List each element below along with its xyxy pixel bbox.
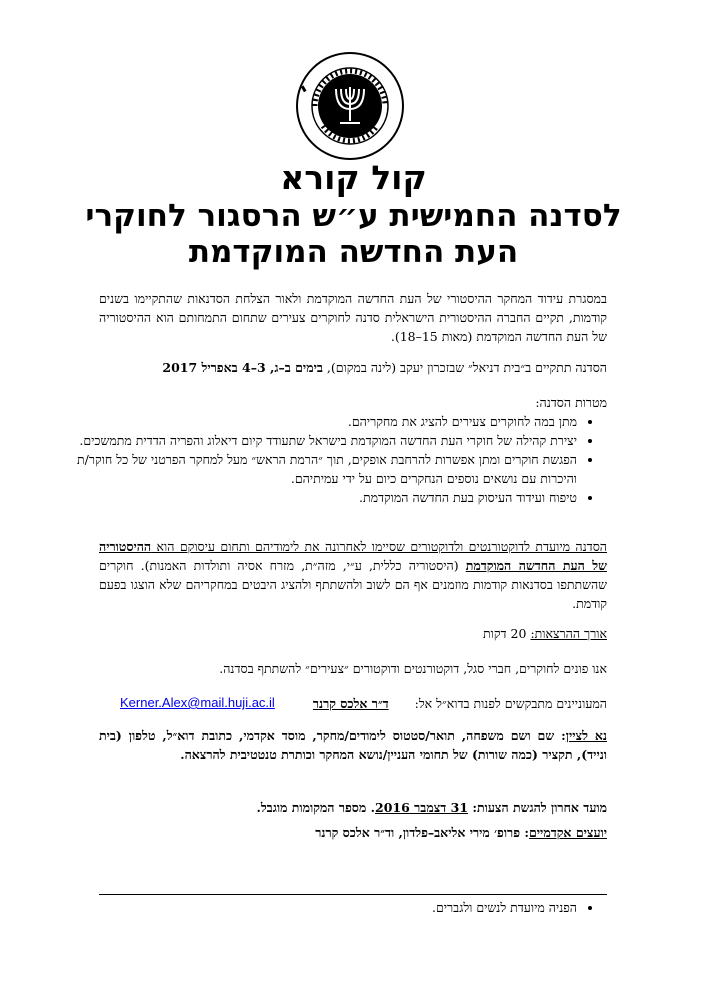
contact-email-link[interactable]: Kerner.Alex@mail.huji.ac.il — [120, 695, 275, 710]
advisors-label: יועצים אקדמיים — [528, 825, 607, 840]
instructions-label: נא לציין — [565, 728, 607, 743]
lecture-length — [483, 624, 607, 643]
deadline-line — [256, 798, 607, 817]
lecture-length-value: 20 דקות — [483, 626, 531, 641]
venue-line — [162, 358, 607, 377]
audience-part-3: (היסטוריה כללית, ע״י, מזה״ת, מזרח אסיה ותולדות האמנות). חוקרים שהשתתפו בסדנאות קודמות מוזמנים אף הם לשוב ולהשתתף ולהציג היבטים במחקריהם שלא הוצגו בפעם קודמת. — [99, 558, 608, 611]
footnote-divider — [99, 894, 607, 895]
audience-part-1: הסדנה מיועדת לדוקטורנטים ולדוקטורים שסיימו לאחרונה את לימודיהם ותחום עיסוקם הוא — [151, 539, 607, 554]
lecture-length-label: אורך ההרצאות: — [530, 626, 607, 641]
footnote-item: • הפניה מיועדת לנשים ולגברים. — [69, 898, 577, 917]
instructions-text: : שם ושם משפחה, תואר/סטטוס לימודים/מחקר, מוסד אקדמי, כתובת דוא״ל, טלפון (בית ונייד), תקציר (כמה שורות) של תחומי העניין/נושא המחקר וכותרת טנטטיבית להרצאה. — [99, 728, 607, 762]
footnote-list — [69, 898, 607, 917]
goal-item: • טיפוח ועידוד העיסוק בעת החדשה המוקדמת. — [69, 488, 577, 507]
deadline-text-2: . מספר המקומות מוגבל. — [256, 800, 376, 815]
deadline-text-1: מועד אחרון להגשת הצעות: — [468, 800, 607, 815]
audience-paragraph — [99, 537, 607, 613]
contact-text: המעוניינים מתבקשים לפנות בדוא״ל אל: — [414, 696, 607, 711]
advisors-text: : פרופ׳ מירי אליאב–פלדון, וד״ר אלכס קרנר — [315, 825, 529, 840]
goal-item: • מתן במה לחוקרים צעירים להציג את מחקריהם. — [69, 412, 577, 431]
venue-text: הסדנה תתקיים ב״בית דניאל״ שבזכרון יעקב (לינה במקום), — [322, 360, 607, 375]
appeal-line: אנו פונים לחוקרים, חברי סגל, דוקטורנטים ודוקטורים ״צעירים״ להשתתף בסדנה. — [219, 661, 607, 676]
society-seal-logo — [295, 51, 405, 161]
instructions-paragraph — [99, 726, 607, 764]
intro-paragraph: במסגרת עידוד המחקר ההיסטורי של העת החדשה המוקדמת ולאור הצלחת הסדנאות שהתקיימו בשנים קודמות, תקיים החברה ההיסטורית הישראלית סדנה לחוקרים צעירים שתחום התמחותם הוא ההיסטוריה של העת החדשה המוקדמת (מאות 15–18). — [99, 291, 607, 344]
contact-line — [313, 694, 607, 713]
goals-list — [69, 412, 607, 507]
goals-heading: מטרות הסדנה: — [535, 395, 607, 410]
deadline-date: 31 דצמבר 2016 — [375, 800, 469, 815]
advisors-line — [315, 823, 607, 842]
goal-item: • הפגשת חוקרים ומתן אפשרות להרחבת אופקים, תוך ״הרמת הראש״ מעל למחקר הפרטני של כל חוקר/ת והיכרות עם נושאים נוספים הנחקרים כיום על ידי עמיתיהם. — [69, 450, 577, 488]
audience-field: ההיסטוריה של העת החדשה המוקדמת — [99, 539, 607, 573]
title-line-3: העת החדשה המוקדמת — [188, 234, 519, 270]
venue-dates: בימים ב–ג, 3–4 באפריל 2017 — [162, 360, 323, 375]
goal-item: • יצירת קהילה של חוקרי העת החדשה המוקדמת בישראל שתעודד קיום דיאלוג והפריה הדדית מתמשכים. — [69, 431, 577, 450]
title-line-2: לסדנה החמישית ע״ש הרסגור לחוקרי — [85, 198, 622, 234]
contact-name: ד״ר אלכס קרנר — [312, 696, 389, 711]
title-line-1: קול קורא — [280, 158, 427, 197]
